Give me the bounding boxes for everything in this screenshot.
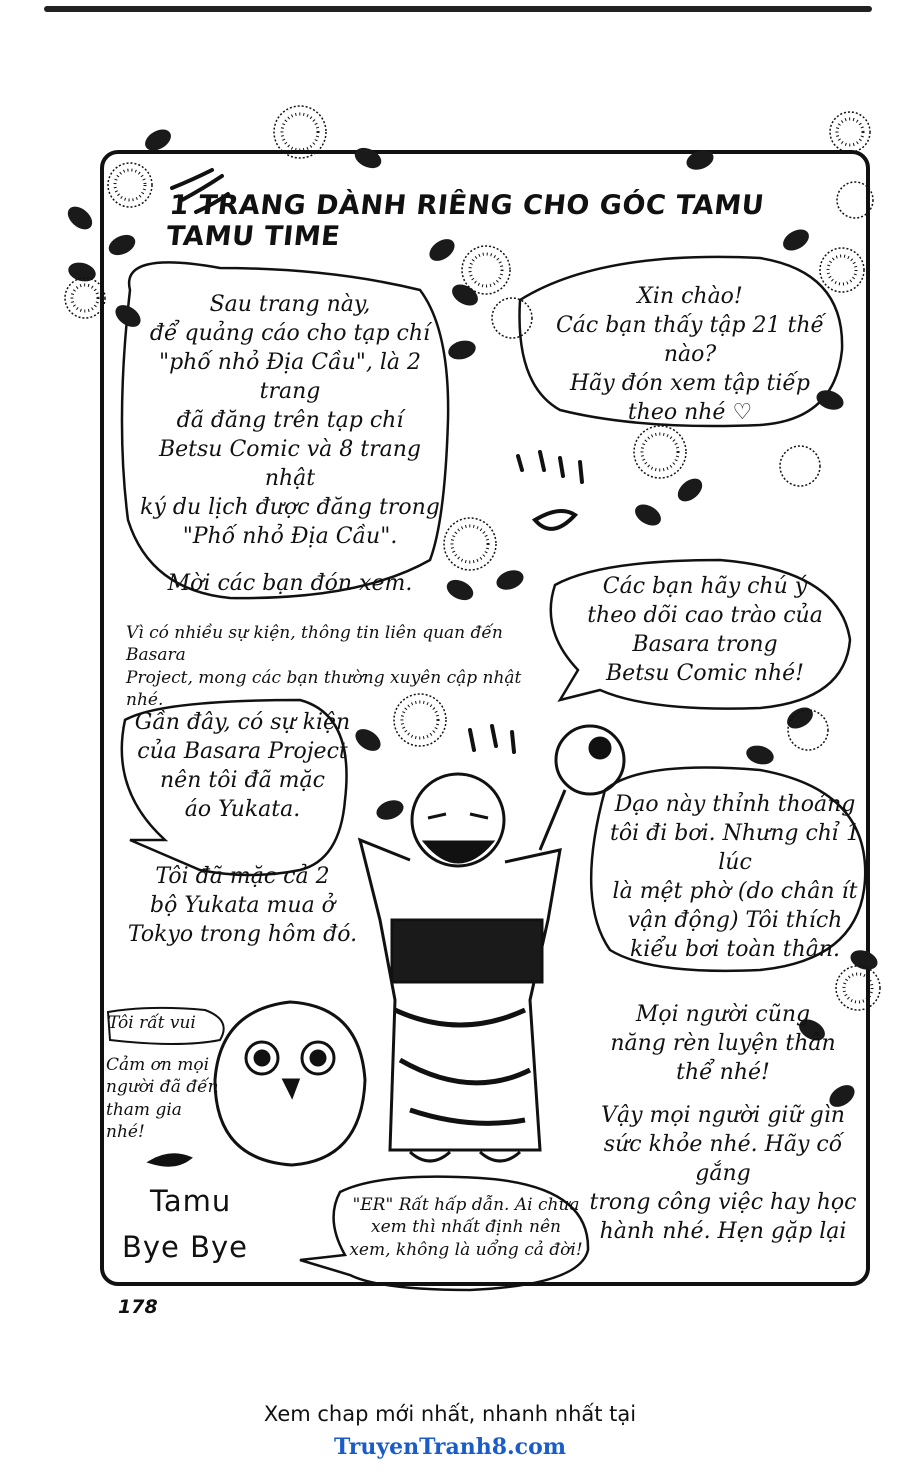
text-line: ký du lịch được đăng trong [140,495,440,521]
footer-site-link[interactable]: TruyenTranh8.com [333,1434,567,1460]
text-line: Vì có nhiều sự kiện, thông tin liên quan đến Basara [126,623,503,666]
text-line: vận động) Tôi thích [627,908,843,934]
text-line: năng rèn luyện thân [610,1031,836,1057]
text-line: Gần đây, có sự kiện [134,710,351,735]
bubble-left-mid-text [120,708,365,949]
owl-thanks-text [106,1054,226,1144]
signature-name: Tamu [150,1184,232,1218]
owl-happy-text: Tôi rất vui [108,1013,196,1033]
page-title: 1 TRANG DÀNH RIÊNG CHO GÓC TAMU TAMU TIME [164,190,766,252]
text-line: trong công việc hay học [589,1190,857,1216]
text-line: theo dõi cao trào của [587,603,823,629]
text-line [140,551,440,569]
text-line: Betsu Comic nhé! [606,661,804,687]
text-line: "ER" Rất hấp dẫn. Ai chưa [352,1195,580,1215]
text-line: để quảng cáo cho tạp chí [149,321,431,347]
text-line: Cảm ơn mọi [106,1055,210,1075]
bubble-right-top-text [530,282,850,427]
note-project-info [126,622,546,712]
page-number: 178 [118,1296,158,1318]
text-line: đã đăng trên tạp chí [176,408,404,434]
text-line: Các bạn thấy tập 21 thế nào? [555,313,825,368]
text-line: Vậy mọi người giữ gìn [601,1103,845,1129]
text-line: Sau trang này, [209,292,371,317]
text-line: Dạo này thỉnh thoảng [614,792,856,817]
footer-promo-text: Xem chap mới nhất, nhanh nhất tại [263,1402,637,1426]
text-line: "phố nhỏ Địa Cầu", là 2 trang [158,350,422,405]
text-line: nhé! [106,1122,145,1143]
text-line: Hãy đón xem tập tiếp [569,371,811,397]
text-line: hành nhé. Hẹn gặp lại [599,1219,847,1245]
bubble-left-top-text [140,290,440,598]
text-line: tham gia [106,1099,182,1120]
text-line: của Basara Project [137,739,348,765]
text-line: Project, mong các bạn thường xuyên cập nhật nhé. [126,667,522,711]
text-line [120,824,365,862]
bubble-right-lower-text [600,790,870,964]
text-line: thể nhé! [676,1060,770,1086]
text-line: là mệt phờ (do chân ít [612,879,858,905]
text-line: nên tôi đã mặc [160,768,325,794]
text-line: "Phố nhỏ Địa Cầu". [182,524,398,550]
text-line: người đã đến [106,1077,219,1098]
text-line: Mọi người cũng [635,1002,811,1027]
text-line: Các bạn hãy chú ý [602,574,808,599]
note-right-bottom [578,1000,868,1246]
text-line: xem, không là uổng cả đời! [349,1239,583,1260]
text-line: theo nhé ♡ [627,400,753,426]
bubble-bottom-text [346,1194,586,1261]
text-line: Mời các bạn đón xem. [167,571,413,597]
bubble-right-mid-text [570,572,840,688]
text-line: xem thì nhất định nên [371,1217,561,1238]
text-line: Betsu Comic và 8 trang nhật [158,437,422,492]
text-line: Basara trong [632,632,778,658]
signature-farewell: Bye Bye [122,1230,249,1264]
text-line: áo Yukata. [184,797,301,823]
text-line: tôi đi bơi. Nhưng chỉ 1 lúc [610,821,860,876]
text-line: sức khỏe nhé. Hãy cố gắng [603,1132,843,1187]
text-line: bộ Yukata mua ở [150,893,335,919]
text-line: Xin chào! [637,284,743,309]
text-line: Tôi đã mặc cả 2 [155,864,330,890]
text-line [578,1087,868,1101]
text-line: Tokyo trong hôm đó. [127,922,358,948]
text-line: kiểu bơi toàn thân. [629,937,841,963]
